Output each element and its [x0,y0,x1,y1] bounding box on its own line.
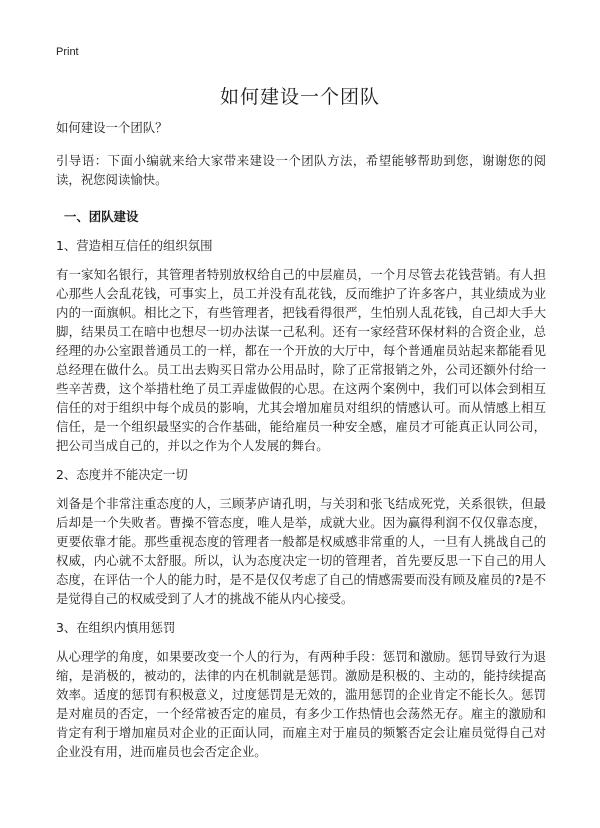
article-subtitle: 如何建设一个团队？ [56,120,168,135]
item-3-body: 从心理学的角度，如果要改变一个人的行为，有两种手段：惩罚和激励。惩罚导致行为退缩，是消极的，被动的，法律的内在机制就是惩罚。激励是积极的、主动的，能持续提高效率。适度的惩罚有积极意义，过度惩罚是无效的，滥用惩罚的企业肯定不能长久。惩罚是对雇员的否定，一个经常被否定的雇员，有多少工作热情也会荡然无存。雇主的激励和肯定有利于增加雇员对企业的正面认同，而雇主对于雇员的频繁否定会让雇员觉得自己对企业没有用，进而雇员也会否定企业。 [56,649,546,759]
item-2-heading: 2、态度并不能决定一切 [56,467,188,482]
item-3-heading: 3、在组织内慎用惩罚 [56,620,176,635]
item-1-heading: 1、营造相互信任的组织氛围 [56,238,213,253]
print-link[interactable]: Print [56,46,79,58]
item-2-body: 刘备是个非常注重态度的人，三顾茅庐请孔明，与关羽和张飞结成死党，关系很铁，但最后却是一个失败者。曹操不管态度，唯人是举，成就大业。因为赢得利润不仅仅靠态度，更要依靠才能。那些重视态度的管理者一般都是权威感非常重的人，一旦有人挑战自己的权威，内心就不太舒服。所以，认为态度决定一切的管理者，首先要反思一下自己的用人态度，在评估一个人的能力时，是不是仅仅考虑了自己的情感需要而没有顾及雇员的?是不是觉得自己的权威受到了人才的挑战不能从内心接受。 [56,496,546,606]
page-title: 如何建设一个团队 [219,86,380,108]
item-1-body: 有一家知名银行，其管理者特别放权给自己的中层雇员，一个月尽管去花钱营销。有人担心那些人会乱花钱，可事实上，员工并没有乱花钱，反而维护了许多客户，其业绩成为业内的一面旗帜。相比之下，有些管理者，把钱看得很严，生怕别人乱花钱，自己却大手大脚，结果员工在暗中也想尽一切办法谋一己私利。还有一家经营环保材料的合资企业，总经理的办公室跟普通员工的一样，都在一个开放的大厅中，每个普通雇员站起来都能看见总经理在做什么。员工出去购买日常办公用品时，除了正常报销之外，公司还额外付给一些辛苦费，这个举措杜绝了员工弄虚做假的心思。在这两个案例中，我们可以体会到相互信任的对于组织中每个成员的影响，尤其会增加雇员对组织的情感认可。而从情感上相互信任，是一个组织最坚实的合作基础，能给雇员一种安全感，雇员才可能真正认同公司，把公司当成自己的，并以之作为个人发展的舞台。 [56,267,546,453]
article-intro: 引导语：下面小编就来给大家带来建设一个团队方法，希望能够帮助到您，谢谢您的阅读，祝您阅读愉快。 [56,153,546,187]
article-body [56,118,546,771]
section-heading: 一、团队建设 [64,209,139,224]
